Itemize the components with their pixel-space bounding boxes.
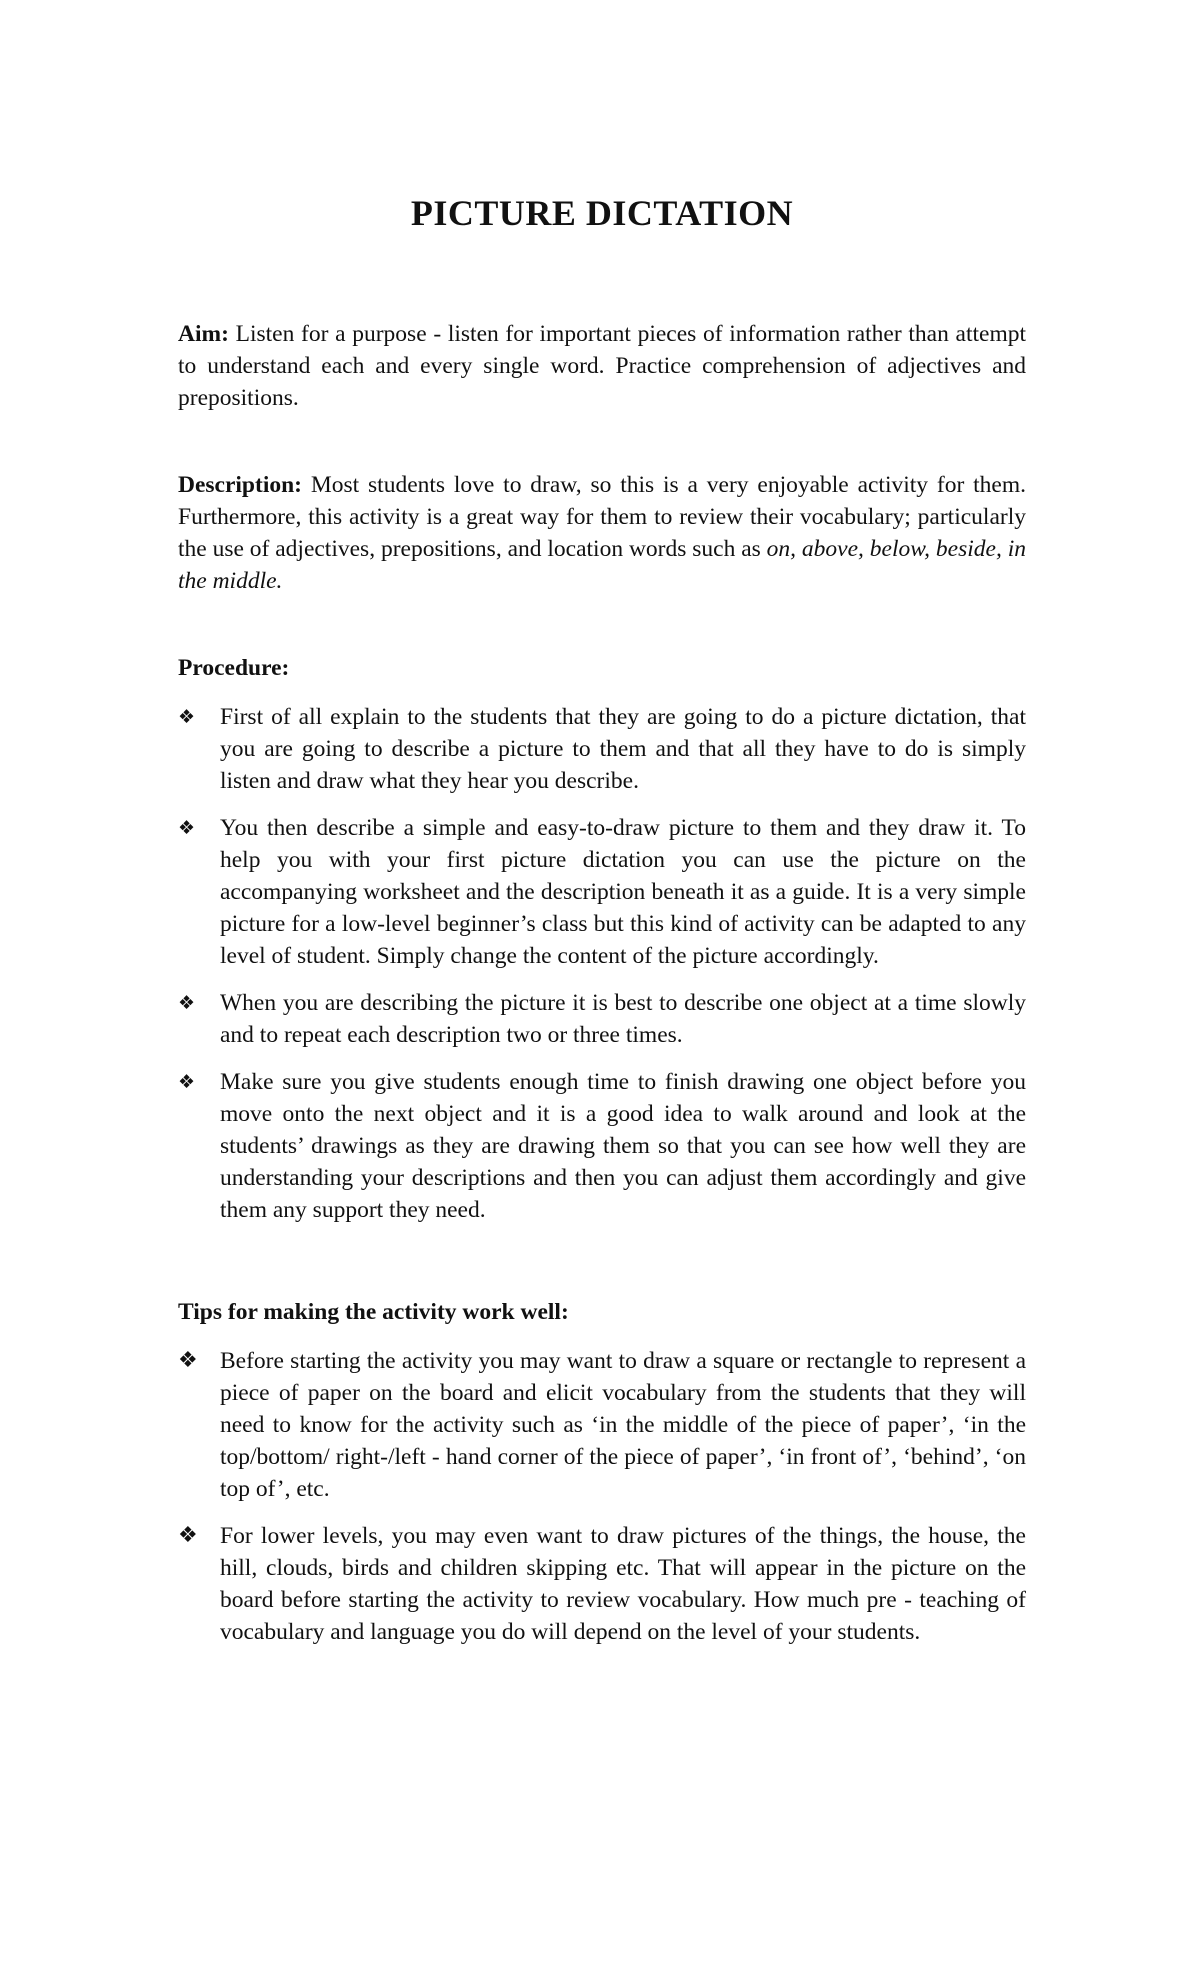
list-item bbox=[178, 1345, 1026, 1505]
list-item-text: First of all explain to the students that they are going to do a picture dictation, that you are going to describe a picture to them and that all they have to do is simply listen and draw what they hear you describe. bbox=[220, 704, 1026, 794]
tips-section bbox=[178, 1296, 1026, 1648]
list-item-text: For lower levels, you may even want to draw pictures of the things, the house, the hill, clouds, birds and children skipping etc. That will appear in the picture on the board before starting the activity to review vocabulary. How much pre - teaching of vocabulary and language you do will depend on the level of your students. bbox=[220, 1523, 1026, 1645]
description-text: Most students love to draw, so this is a very enjoyable activity for them. Furthermore, this activity is a great way for them to review their vocabulary; particularly the use of adjectives, prepositions, and location words such as bbox=[178, 472, 1026, 562]
list-item-text: Before starting the activity you may want to draw a square or rectangle to represent a piece of paper on the board and elicit vocabulary from the students that they will need to know for the activity such as ‘in the middle of the piece of paper’, ‘in the top/bottom/ right-/left - hand corner of the piece of paper’, ‘in front of’, ‘behind’, ‘on top of’, etc. bbox=[220, 1348, 1026, 1502]
document-page bbox=[178, 190, 1026, 1703]
tips-list bbox=[178, 1345, 1026, 1648]
list-item bbox=[178, 987, 1026, 1051]
aim-label: Aim: bbox=[178, 321, 229, 347]
description-paragraph bbox=[178, 469, 1026, 597]
description-section bbox=[178, 469, 1026, 597]
description-italic-words: on, above, below, beside, in the middle. bbox=[178, 536, 1026, 594]
diamond-bullet-icon: ❖ bbox=[178, 817, 196, 839]
aim-section bbox=[178, 318, 1026, 414]
diamond-bullet-icon: ❖ bbox=[178, 1071, 196, 1093]
diamond-bullet-icon: ❖ bbox=[178, 706, 196, 728]
list-item bbox=[178, 1520, 1026, 1648]
aim-paragraph bbox=[178, 318, 1026, 414]
list-item bbox=[178, 1066, 1026, 1226]
procedure-heading: Procedure: bbox=[178, 655, 290, 681]
diamond-bullet-icon: ❖ bbox=[178, 1348, 198, 1373]
description-label: Description: bbox=[178, 472, 303, 498]
list-item bbox=[178, 812, 1026, 972]
page-title: PICTURE DICTATION bbox=[410, 193, 794, 233]
diamond-bullet-icon: ❖ bbox=[178, 992, 196, 1014]
procedure-list bbox=[178, 701, 1026, 1226]
list-item-text: When you are describing the picture it is best to describe one object at a time slowly and to repeat each description two or three times. bbox=[220, 990, 1026, 1048]
tips-heading: Tips for making the activity work well: bbox=[178, 1299, 569, 1325]
list-item-text: You then describe a simple and easy-to-draw picture to them and they draw it. To help you with your first picture dictation you can use the picture on the accompanying worksheet and the description beneath it as a guide. It is a very simple picture for a low-level beginner’s class but this kind of activity can be adapted to any level of student. Simply change the content of the picture accordingly. bbox=[220, 815, 1026, 969]
list-item-text: Make sure you give students enough time to finish drawing one object before you move onto the next object and it is a good idea to walk around and look at the students’ drawings as they are drawing them so that you can see how well they are understanding your descriptions and then you can adjust them accordingly and give them any support they need. bbox=[220, 1069, 1026, 1223]
list-item bbox=[178, 701, 1026, 797]
diamond-bullet-icon: ❖ bbox=[178, 1523, 198, 1548]
procedure-section bbox=[178, 652, 1026, 1226]
aim-text: Listen for a purpose - listen for important pieces of information rather than attempt to understand each and every single word. Practice comprehension of adjectives and prepositions. bbox=[178, 321, 1026, 411]
